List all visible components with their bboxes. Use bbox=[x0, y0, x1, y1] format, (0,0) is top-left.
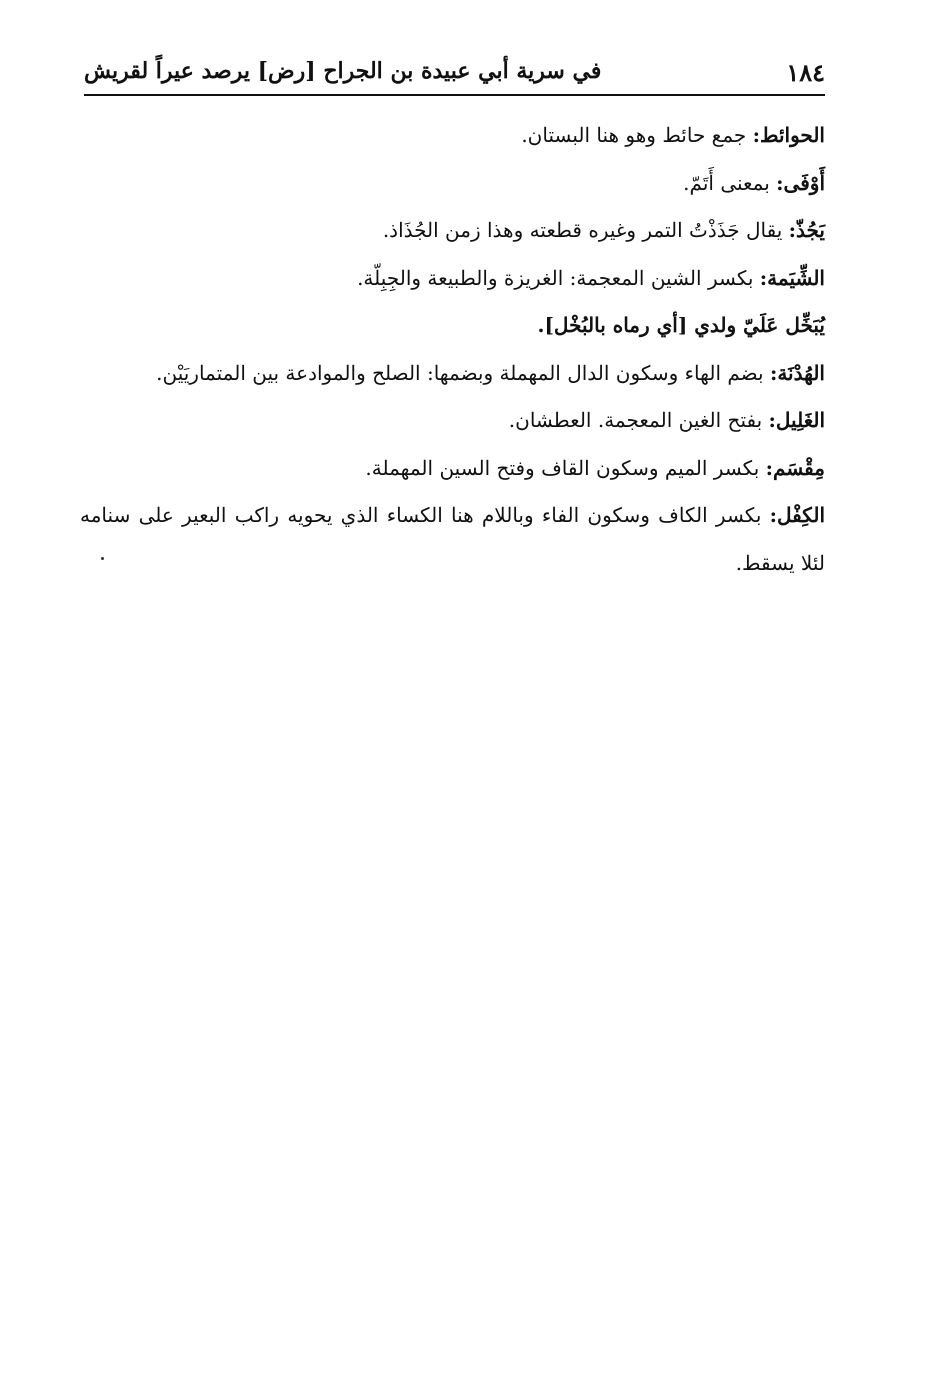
glossary-term: الهُدْنَة: bbox=[769, 360, 825, 385]
header-divider bbox=[84, 94, 825, 96]
glossary-definition: بكسر الشين المعجمة: الغريزة والطبيعة والجِبِلّة. bbox=[357, 265, 760, 290]
glossary-definition: يقال جَذَذْتُ التمر وغيره قطعته وهذا زمن الجُذَاذ. bbox=[382, 218, 789, 242]
running-title: في سرية أبي عبيدة بن الجراح [رض] يرصد عيراً لقريش bbox=[84, 58, 602, 84]
glossary-entry-miqsam bbox=[80, 445, 825, 493]
glossary-definition: بمعنى أَتَمّ. bbox=[683, 170, 777, 195]
glossary-entry-hudna bbox=[80, 350, 825, 398]
glossary-definition: بفتح الغين المعجمة. العطشان. bbox=[508, 408, 769, 432]
glossary-entry-ghalil bbox=[80, 397, 825, 445]
glossary-term: الغَلِيل: bbox=[768, 408, 825, 432]
glossary-term: أَوْفَى: bbox=[776, 170, 825, 195]
glossary-entry-yubakhkhil bbox=[80, 302, 825, 350]
glossary-entry-hawaet bbox=[80, 112, 825, 160]
glossary-body bbox=[80, 112, 825, 587]
glossary-definition: بكسر الكاف وسكون الفاء وباللام هنا الكساء الذي يحويه راكب البعير على سنامه لئلا يسقط. bbox=[80, 503, 825, 575]
print-speck bbox=[101, 557, 104, 560]
glossary-term: يَجُذّ: bbox=[788, 218, 825, 242]
glossary-term: الكِفْل: bbox=[769, 503, 825, 527]
glossary-term: الحوائط: bbox=[752, 123, 825, 147]
running-header bbox=[84, 54, 825, 94]
glossary-definition: بكسر الميم وسكون القاف وفتح السين المهملة. bbox=[365, 455, 766, 480]
glossary-definition: جمع حائط وهو هنا البستان. bbox=[521, 123, 753, 147]
glossary-definition: بضم الهاء وسكون الدال المهملة وبضمها: الصلح والموادعة بين المتماريَيْن. bbox=[156, 360, 770, 385]
glossary-entry-shima bbox=[80, 255, 825, 303]
glossary-entry-awfa bbox=[80, 160, 825, 208]
glossary-term: مِقْسَم: bbox=[765, 455, 825, 480]
page-number: ١٨٤ bbox=[786, 58, 825, 87]
glossary-term: الشِّيَمة: bbox=[759, 265, 825, 290]
glossary-term: يُبَخِّل عَلَيّ ولدي [أي رماه بالبُخْل]. bbox=[537, 313, 825, 337]
glossary-entry-yajudh bbox=[80, 207, 825, 255]
glossary-entry-kifl bbox=[80, 492, 825, 587]
